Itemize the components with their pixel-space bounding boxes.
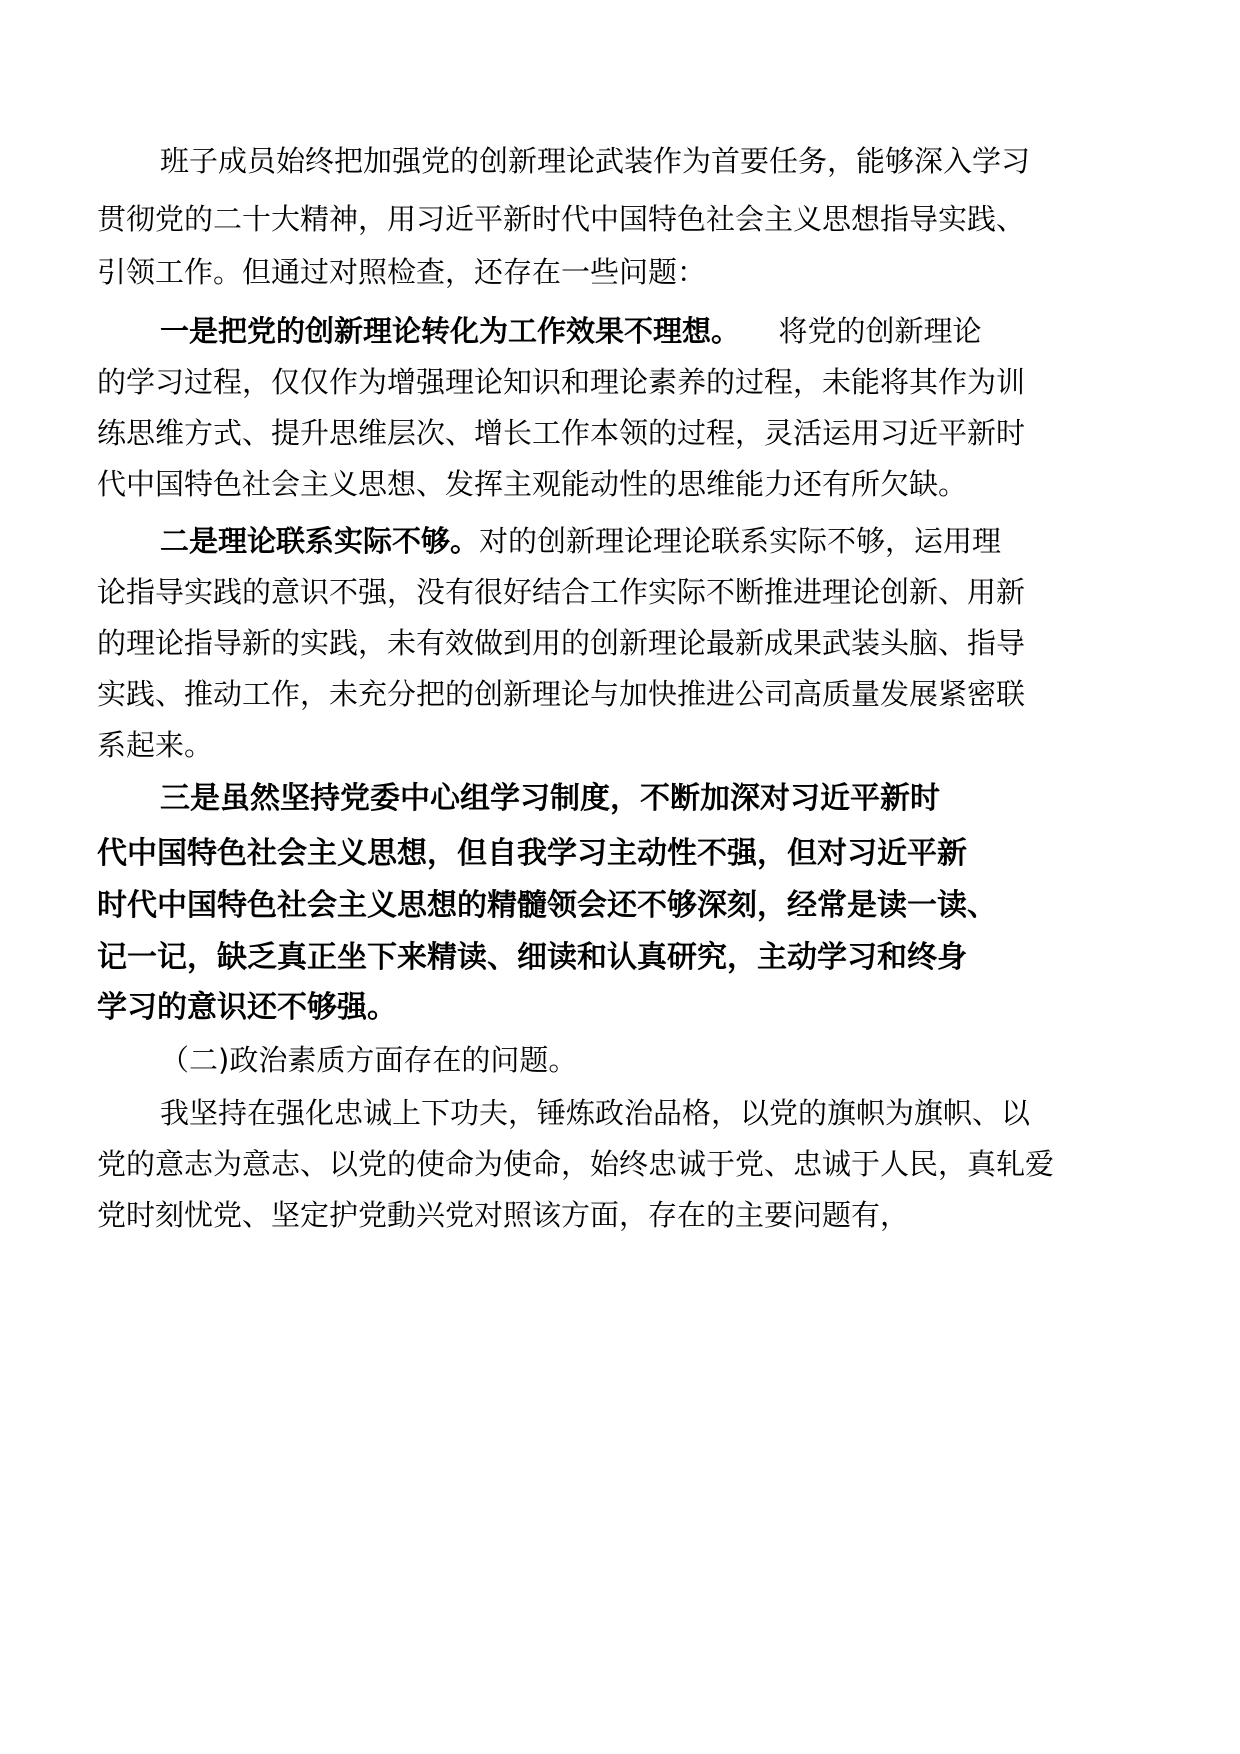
paragraph-3-line-1-rest: 对的创新理论理论联系实际不够，运用理 [479,524,1002,558]
paragraph-1-line-3: 引领工作。但通过对照检查，还存在一些问题： [97,255,707,289]
section-heading-political-quality: （二)政治素质方面存在的问题。 [160,1043,578,1077]
paragraph-1-line-1: 班子成员始终把加强党的创新理论武装作为首要任务，能够深入学习 [160,144,1031,178]
paragraph-3-line-1 [160,521,1001,561]
paragraph-3-line-4: 实践、推动工作，未充分把的创新理论与加快推进公司高质量发展紧密联 [97,677,1026,711]
paragraph-3-line-3: 的理论指导新的实践，未有效做到用的创新理论最新成果武装头脑、指导 [97,626,1026,660]
paragraph-6-line-3: 党时刻忧党、坚定护党動兴党对照该方面，存在的主要问题有， [97,1198,910,1232]
paragraph-4-line-4: 记一记，缺乏真正坐下来精读、细读和认真研究，主动学习和终身 [97,940,967,975]
paragraph-3-line-2: 论指导实践的意识不强，没有很好结合工作实际不断推进理论创新、用新 [97,575,1026,609]
paragraph-3-line-5: 系起来。 [97,728,214,762]
paragraph-2-line-3: 练思维方式、提升思维层次、增长工作本领的过程，灵活运用习近平新时 [97,416,1026,450]
paragraph-4-line-2: 代中国特色社会主义思想，但自我学习主动性不强，但对习近平新 [97,836,967,871]
paragraph-4-line-3: 时代中国特色社会主义思想的精髓领会还不够深刻，经常是读一读、 [97,888,997,923]
paragraph-2-line-2: 的学习过程，仅仅作为增强理论知识和理论素养的过程，未能将其作为训 [97,365,1026,399]
paragraph-1-line-2: 贯彻党的二十大精神，用习近平新时代中国特色社会主义思想指导实践、 [97,202,1026,236]
paragraph-3-heading: 二是理论联系实际不够。 [160,524,480,558]
paragraph-6-line-2: 党的意志为意志、以党的使命为使命，始终忠诚于党、忠诚于人民，真轧爱 [97,1147,1055,1181]
paragraph-6-line-1: 我坚持在强化忠诚上下功夫，锤炼政治品格，以党的旗帜为旗帜、以 [160,1096,1031,1130]
paragraph-2-heading: 一是把党的创新理论转化为工作效果不理想。 [160,314,741,348]
paragraph-2-line-1-rest: 将党的创新理论 [778,314,982,348]
paragraph-4-line-1: 三是虽然坚持党委中心组学习制度，不断加深对习近平新时 [160,781,940,816]
paragraph-4-line-5: 学习的意识还不够强。 [97,990,397,1025]
paragraph-2-line-1 [160,311,981,351]
paragraph-2-line-4: 代中国特色社会主义思想、发挥主观能动性的思维能力还有所欠缺。 [97,467,968,501]
